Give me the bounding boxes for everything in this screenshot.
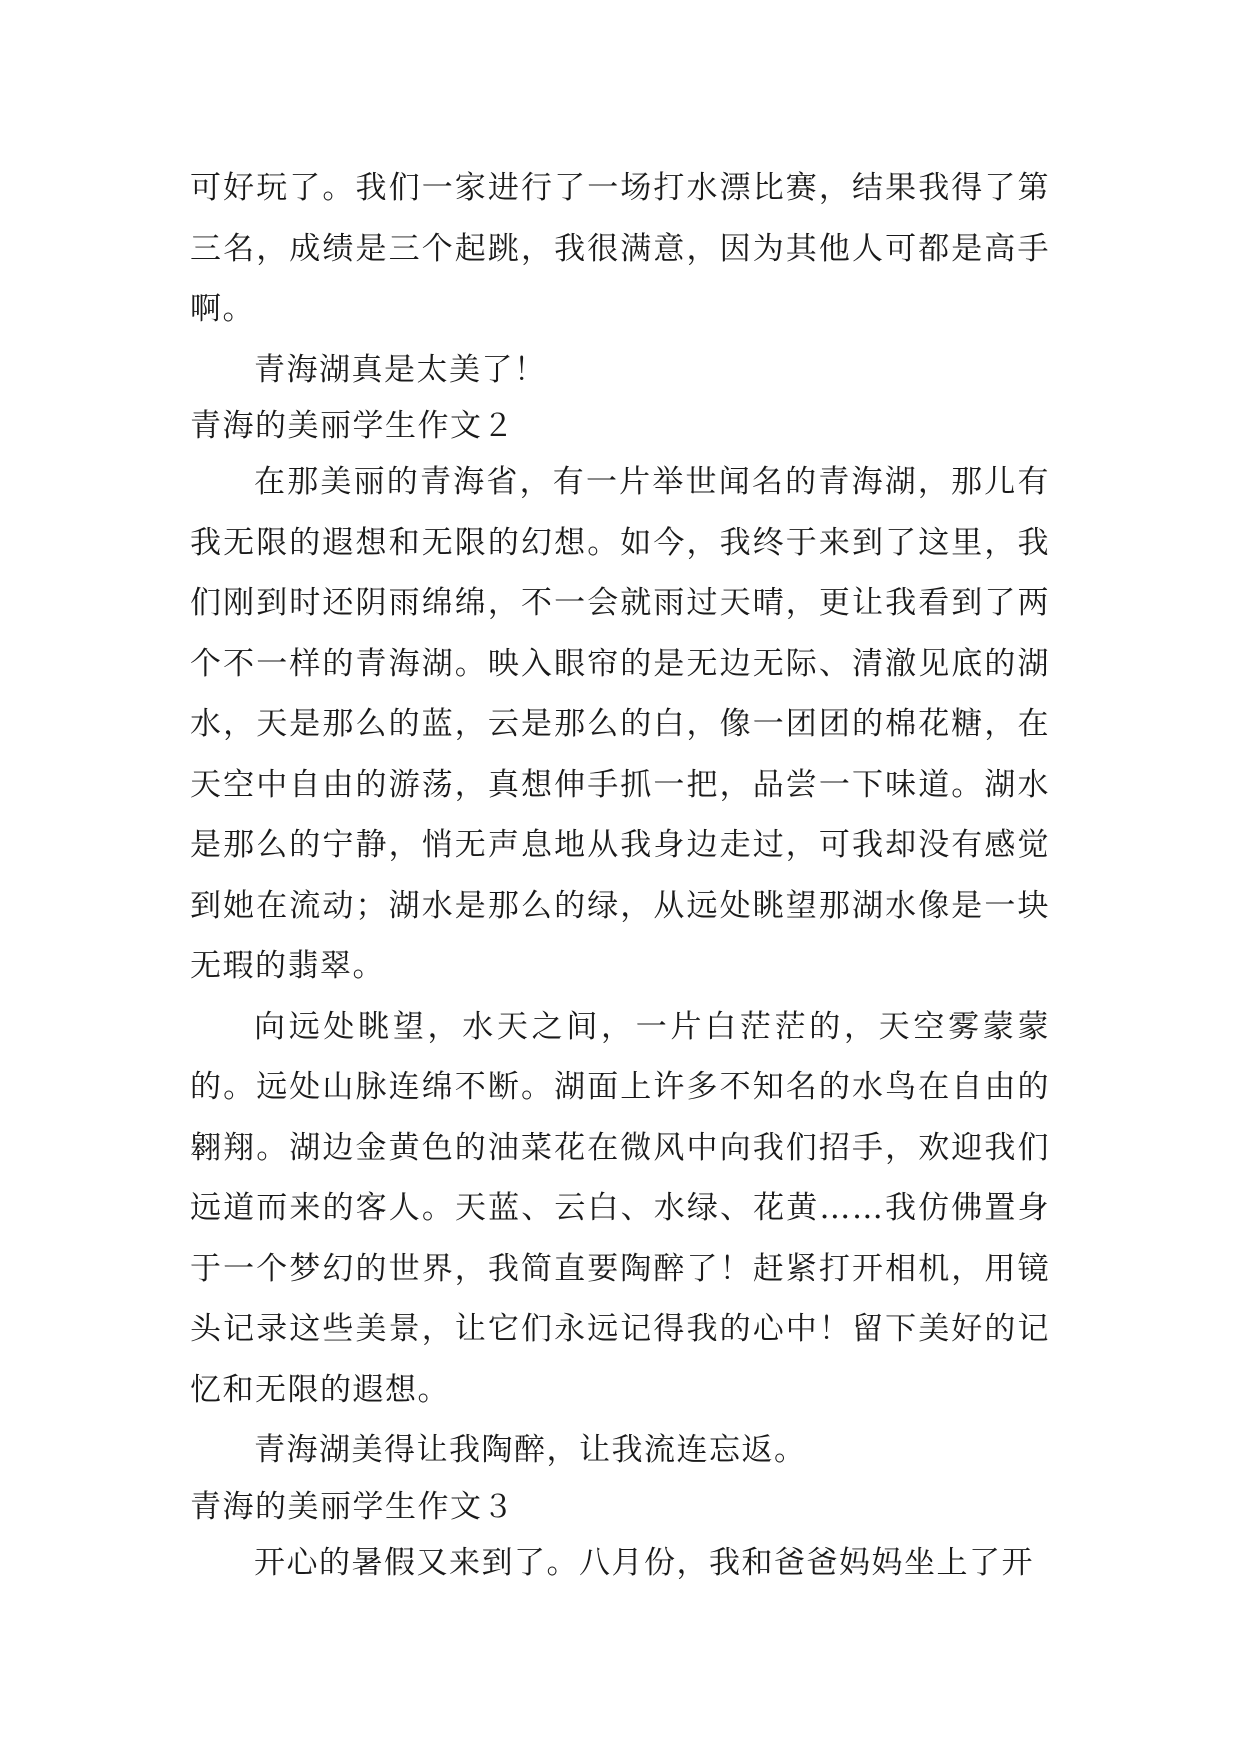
paragraph-lake-description: 在那美丽的青海省，有一片举世闻名的青海湖，那儿有我无限的遐想和无限的幻想。如今，我终于来到了这里，我们刚到时还阴雨绵绵，不一会就雨过天晴，更让我看到了两个不一样的青海湖。映入眼帘的是无边无际、清澈见底的湖水，天是那么的蓝，云是那么的白，像一团团的棉花糖，在天空中自由的游荡，真想伸手抓一把，品尝一下味道。湖水是那么的宁静，悄无声息地从我身边走过，可我却没有感觉到她在流动；湖水是那么的绿，从远处眺望那湖水像是一块无瑕的翡翠。: [190, 464, 1050, 984]
paragraph-essay-2-closing: 青海湖美得让我陶醉，让我流连忘返。: [254, 1432, 807, 1468]
paragraph-essay-3-opening: 开心的暑假又来到了。八月份，我和爸爸妈妈坐上了开: [254, 1544, 1034, 1581]
essay-title-3: 青海的美丽学生作文３: [190, 1488, 515, 1525]
paragraph-continuation: 可好玩了。我们一家进行了一场打水漂比赛，结果我得了第三名，成绩是三个起跳，我很满意，因为其他人可都是高手啊。: [190, 170, 1050, 327]
paragraph-closing-remark: 青海湖真是太美了！: [254, 351, 547, 388]
document-body: [190, 158, 1050, 1593]
paragraph-distant-view: 向远处眺望，水天之间，一片白茫茫的，天空雾蒙蒙的。远处山脉连绵不断。湖面上许多不知名的水鸟在自由的翱翔。湖边金黄色的油菜花在微风中向我们招手，欢迎我们远道而来的客人。天蓝、云白、水绿、花黄……我仿佛置身于一个梦幻的世界，我简直要陶醉了！赶紧打开相机，用镜头记录这些美景，让它们永远记得我的心中！留下美好的记忆和无限的遐想。: [190, 1008, 1050, 1408]
essay-title-2: 青海的美丽学生作文２: [190, 408, 515, 444]
